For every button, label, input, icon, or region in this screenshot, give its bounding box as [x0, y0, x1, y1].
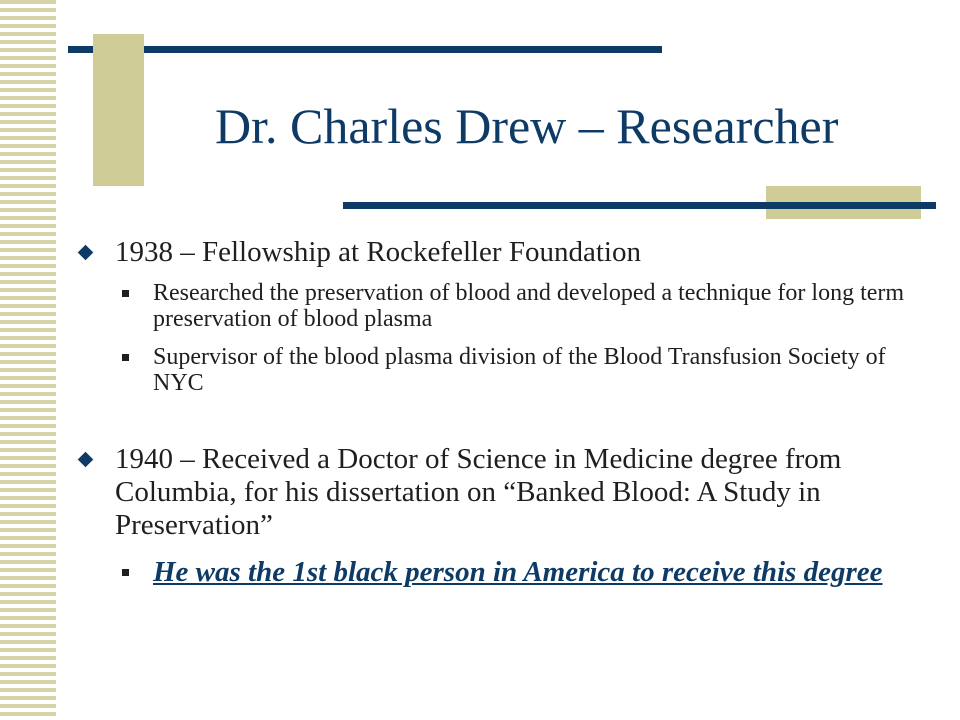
bullet-text: 1938 – Fellowship at Rockefeller Foundation — [115, 236, 641, 268]
diamond-bullet-icon — [78, 452, 94, 468]
square-bullet-icon — [122, 354, 129, 361]
bullet-item — [78, 236, 930, 269]
sub-bullet-list — [78, 280, 930, 396]
sub-bullet-item — [78, 556, 930, 589]
square-bullet-icon — [122, 569, 129, 576]
bullet-item — [78, 443, 930, 542]
slide-content — [78, 236, 930, 601]
top-decorative-block — [93, 34, 144, 186]
bottom-horizontal-rule — [343, 202, 936, 209]
sub-bullet-text: Researched the preservation of blood and developed a technique for long term preservation of blood plasma — [153, 280, 905, 332]
top-horizontal-rule — [68, 46, 662, 53]
sub-bullet-list — [78, 556, 930, 589]
sub-bullet-text: Supervisor of the blood plasma division of the Blood Transfusion Society of NYC — [153, 344, 886, 396]
left-striped-border — [0, 0, 56, 720]
bullet-text: 1940 – Received a Doctor of Science in Medicine degree from Columbia, for his dissertation on “Banked Blood: A Study in Preservation” — [115, 443, 842, 541]
sub-bullet-item — [78, 280, 930, 332]
square-bullet-icon — [122, 290, 129, 297]
sub-bullet-item — [78, 344, 930, 396]
emphasized-sub-bullet-text: He was the 1st black person in America to receive this degree — [153, 556, 883, 588]
diamond-bullet-icon — [78, 245, 94, 261]
slide-title: Dr. Charles Drew – Researcher — [215, 98, 839, 154]
